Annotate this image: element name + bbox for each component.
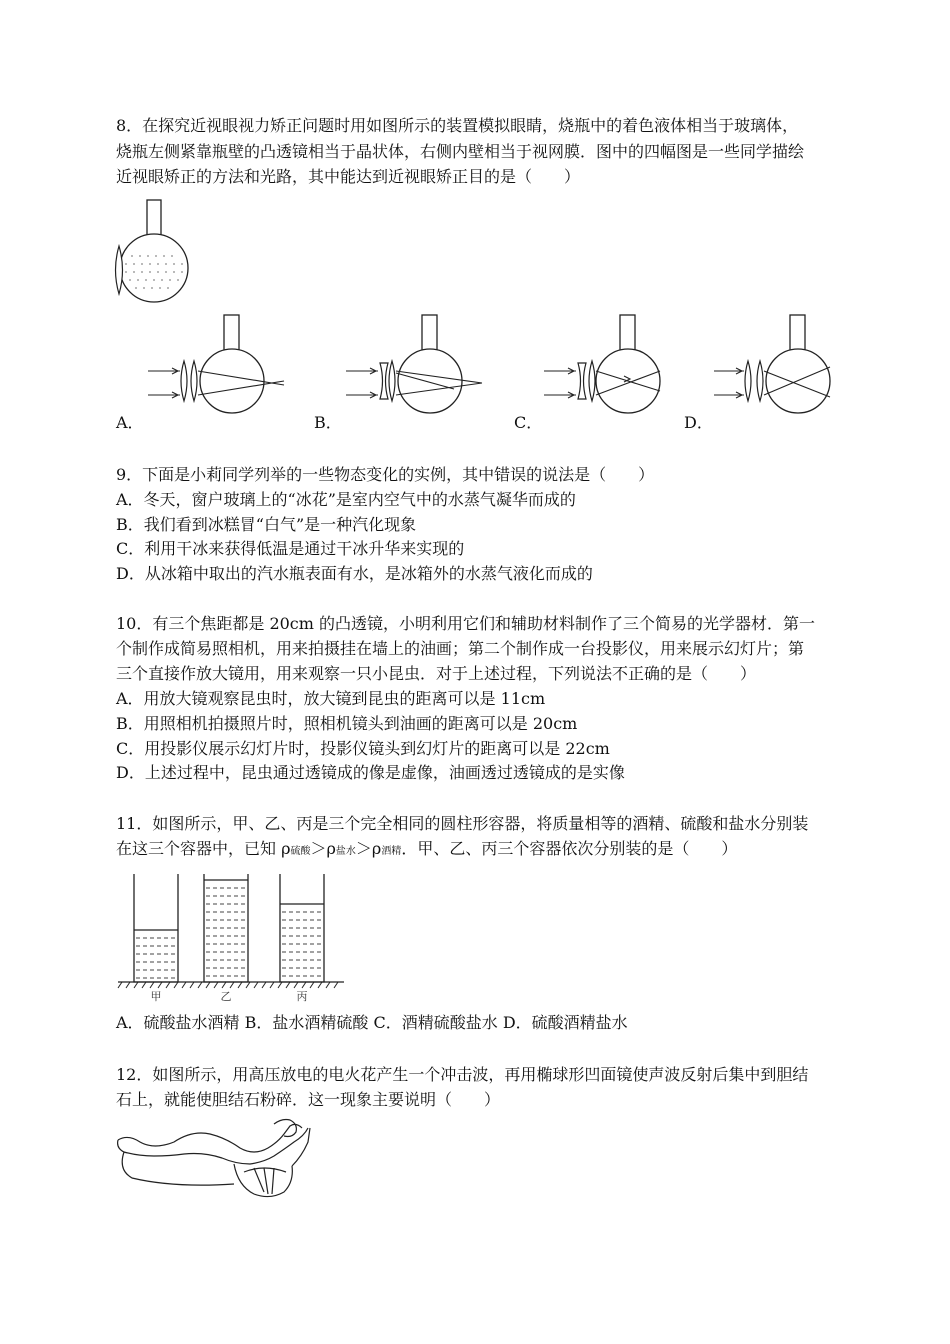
q11-line-2-pre: 在这三个容器中，已知 ρ [116, 839, 291, 858]
q12-line-1: 12．如图所示，用高压放电的电火花产生一个冲击波，再用椭球形凹面镜使声波反射后集中到胆结 [116, 1065, 809, 1084]
q8-option-a-label: A． [116, 413, 144, 432]
q9-option-d: D．从冰箱中取出的汽水瓶表面有水，是冰箱外的水蒸气液化而成的 [116, 564, 593, 583]
gt-sign-2: ＞ρ [355, 839, 382, 858]
q8-line-3: 近视眼矫正的方法和光路，其中能达到近视眼矫正目的是（ ） [116, 167, 581, 186]
q10-option-c: C．用投影仪展示幻灯片时，投影仪镜头到幻灯片的距离可以是 22cm [116, 739, 610, 758]
lithotripsy-patient-figure [114, 1112, 312, 1204]
q10-option-a: A．用放大镜观察昆虫时，放大镜到昆虫的距离可以是 11cm [116, 689, 546, 708]
q10-line-2: 个制作成简易照相机，用来拍摄挂在墙上的油画；第二个制作成一台投影仪，用来展示幻灯片；第 [116, 639, 805, 658]
q10-option-d: D．上述过程中，昆虫通过透镜成的像是虚像，油画透过透镜成的是实像 [116, 763, 625, 782]
q11-options: A．硫酸盐水酒精 B．盐水酒精硫酸 C．酒精硫酸盐水 D．硫酸酒精盐水 [116, 1013, 628, 1032]
q10-line-1: 10．有三个焦距都是 20cm 的凸透镜，小明利用它们和辅助材料制作了三个简易的光学器材．第一 [116, 614, 816, 633]
q9-option-b: B．我们看到冰糕冒“白气”是一种汽化现象 [116, 515, 417, 534]
q11-line-1: 11．如图所示，甲、乙、丙是三个完全相同的圆柱形容器，将质量相等的酒精、硫酸和盐水分别装 [116, 814, 809, 833]
q8-option-d-label: D． [684, 413, 713, 432]
q10-option-b: B．用照相机拍摄照片时，照相机镜头到油画的距离可以是 20cm [116, 714, 578, 733]
q8-line-1: 8．在探究近视眼视力矫正问题时用如图所示的装置模拟眼睛，烧瓶中的着色液体相当于玻璃体， [116, 116, 799, 135]
q8-option-b-label: B． [314, 413, 342, 432]
density-sulfuric-acid-sub: 硫酸 [290, 846, 311, 857]
q8-option-d-figure [712, 313, 854, 415]
q9-option-c: C．利用干冰来获得低温是通过干冰升华来实现的 [116, 539, 465, 558]
gt-sign-1: ＞ρ [310, 839, 336, 858]
q8-option-c-label: C． [514, 413, 543, 432]
q8-line-2: 烧瓶左侧紧靠瓶壁的凸透镜相当于晶状体，右侧内壁相当于视网膜．图中的四幅图是一些同学描绘 [116, 142, 805, 161]
q12-line-2: 石上，就能使胆结石粉碎．这一现象主要说明（ ） [116, 1090, 501, 1109]
container-label-yi: 乙 [220, 990, 232, 1002]
q11-line-2 [116, 838, 846, 863]
container-label-bing: 丙 [296, 990, 308, 1002]
three-containers-figure [116, 870, 348, 1002]
container-label-jia: 甲 [150, 990, 162, 1002]
q11-line-2-post: ．甲、乙、丙三个容器依次分别装的是（ ） [401, 839, 738, 858]
q8-option-c-figure [542, 313, 684, 415]
q9-stem: 9．下面是小莉同学列举的一些物态变化的实例，其中错误的说法是（ ） [116, 465, 655, 484]
q10-line-3: 三个直接作放大镜用，用来观察一只小昆虫．对于上述过程，下列说法不正确的是（ ） [116, 664, 757, 683]
density-alcohol-sub: 酒精 [381, 846, 402, 857]
q9-option-a: A．冬天，窗户玻璃上的“冰花”是室内空气中的水蒸气凝华而成的 [116, 490, 576, 509]
q8-option-a-figure [146, 313, 288, 415]
flask-eye-model-figure [110, 198, 200, 306]
density-salt-water-sub: 盐水 [335, 846, 356, 857]
q8-option-b-figure [344, 313, 486, 415]
